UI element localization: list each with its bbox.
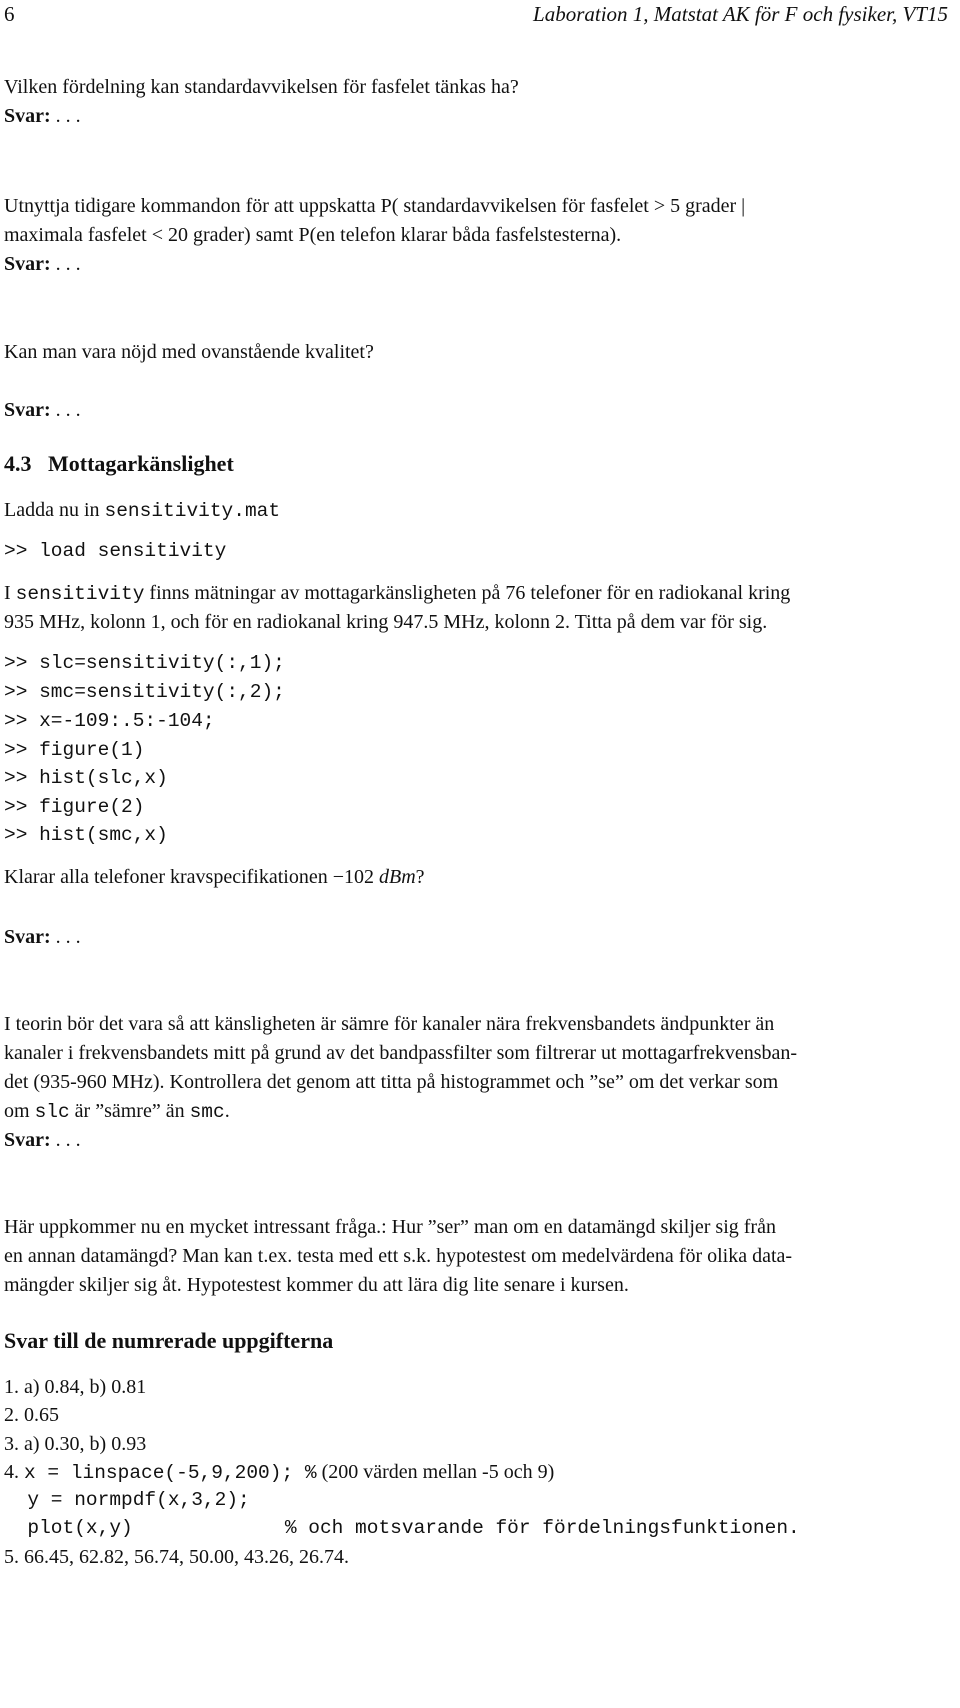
svar-label: Svar: xyxy=(4,253,51,275)
svar-label: Svar: xyxy=(4,1129,51,1151)
answer-line xyxy=(4,251,81,277)
answer-line xyxy=(4,103,81,129)
unit-dbm: dBm xyxy=(379,866,416,888)
command-line: >> figure(1) xyxy=(4,739,145,761)
spec-text: Klarar alla telefoner kravspecifikationen −102 xyxy=(4,866,379,888)
command-line: >> figure(2) xyxy=(4,796,145,818)
question-probability-line1: Utnyttja tidigare kommandon för att uppskatta P( standardavvikelsen för fasfelet > 5 grader | xyxy=(4,195,746,217)
theory-line4 xyxy=(4,1098,230,1125)
answer-ellipsis: . . . xyxy=(50,926,81,948)
section-title: Mottagarkänslighet xyxy=(48,451,234,476)
answer-item: 1. a) 0.84, b) 0.81 xyxy=(4,1376,147,1398)
answer-item-4 xyxy=(4,1459,554,1486)
svar-label: Svar: xyxy=(4,105,51,127)
question-probability-line2: maximala fasfelet < 20 grader) samt P(en telefon klarar båda fasfelstesterna). xyxy=(4,224,622,246)
interesting-line1: Här uppkommer nu en mycket intressant fråga.: Hur ”ser” man om en datamängd skiljer sig från xyxy=(4,1216,776,1238)
question-quality: Kan man vara nöjd med ovanstående kvalitet? xyxy=(4,341,374,363)
answer-line xyxy=(4,924,81,950)
code-linspace: x = linspace(-5,9,200); % xyxy=(24,1462,317,1484)
description-line2: 935 MHz, kolonn 1, och för en radiokanal kring 947.5 MHz, kolonn 2. Titta på dem var för sig. xyxy=(4,611,768,633)
code-slc: slc xyxy=(34,1101,70,1123)
command-line: >> slc=sensitivity(:,1); xyxy=(4,652,285,674)
answer-item: 3. a) 0.30, b) 0.93 xyxy=(4,1433,147,1455)
question-distribution: Vilken fördelning kan standardavvikelsen för fasfelet tänkas ha? xyxy=(4,76,519,98)
answer-line xyxy=(4,397,81,423)
command-line: >> hist(smc,x) xyxy=(4,824,168,846)
interesting-line3: mängder skiljer sig åt. Hypotestest kommer du att lära dig lite senare i kursen. xyxy=(4,1274,629,1296)
load-instruction xyxy=(4,497,280,524)
svar-label: Svar: xyxy=(4,399,51,421)
theory-l4-a: om xyxy=(4,1100,35,1122)
code-plot: plot(x,y) % och motsvarande för fördelningsfunktionen. xyxy=(4,1517,800,1539)
question-mark: ? xyxy=(415,866,425,888)
answer-item: 5. 66.45, 62.82, 56.74, 50.00, 43.26, 26.74. xyxy=(4,1546,349,1568)
svar-label: Svar: xyxy=(4,926,51,948)
code-normpdf: y = normpdf(x,3,2); xyxy=(4,1489,250,1511)
theory-line2: kanaler i frekvensbandets mitt på grund av det bandpassfilter som filtrerar ut mottagarfrekvensban- xyxy=(4,1042,798,1064)
answers-heading: Svar till de numrerade uppgifterna xyxy=(4,1328,334,1353)
command-line: >> hist(slc,x) xyxy=(4,767,168,789)
section-heading xyxy=(4,451,234,477)
code-sensitivity: sensitivity xyxy=(15,583,145,605)
answer-line xyxy=(4,1127,81,1153)
answer-ellipsis: . . . xyxy=(50,105,81,127)
answer-ellipsis: . . . xyxy=(50,399,81,421)
section-number: 4.3 xyxy=(4,451,32,476)
code-comment: (200 värden mellan -5 och 9) xyxy=(316,1461,555,1483)
load-prefix: Ladda nu in xyxy=(4,499,105,521)
answer-ellipsis: . . . xyxy=(50,1129,81,1151)
command-line: >> x=-109:.5:-104; xyxy=(4,710,215,732)
theory-l4-c: . xyxy=(224,1100,230,1122)
answer-ellipsis: . . . xyxy=(50,253,81,275)
description-line1 xyxy=(4,580,790,607)
question-spec xyxy=(4,864,425,890)
code-smc: smc xyxy=(189,1101,225,1123)
page-number: 6 xyxy=(4,2,15,26)
command-load: >> load sensitivity xyxy=(4,540,227,562)
theory-l4-b: är ”sämre” än xyxy=(69,1100,190,1122)
command-line: >> smc=sensitivity(:,2); xyxy=(4,681,285,703)
file-name: sensitivity.mat xyxy=(104,500,281,522)
interesting-line2: en annan datamängd? Man kan t.ex. testa med ett s.k. hypotestest om medelvärdena för olika data- xyxy=(4,1245,793,1267)
answer-number: 4. xyxy=(4,1461,24,1483)
desc-pre: I xyxy=(4,582,16,604)
desc-rest: finns mätningar av mottagarkänsligheten på 76 telefoner för en radiokanal kring xyxy=(144,582,791,604)
theory-line3: det (935-960 MHz). Kontrollera det genom att titta på histogrammet och ”se” om det verkar som xyxy=(4,1071,779,1093)
answer-item: 2. 0.65 xyxy=(4,1404,59,1426)
theory-line1: I teorin bör det vara så att känsligheten är sämre för kanaler nära frekvensbandets ändpunkter än xyxy=(4,1013,775,1035)
running-title: Laboration 1, Matstat AK för F och fysiker, VT15 xyxy=(533,2,948,26)
